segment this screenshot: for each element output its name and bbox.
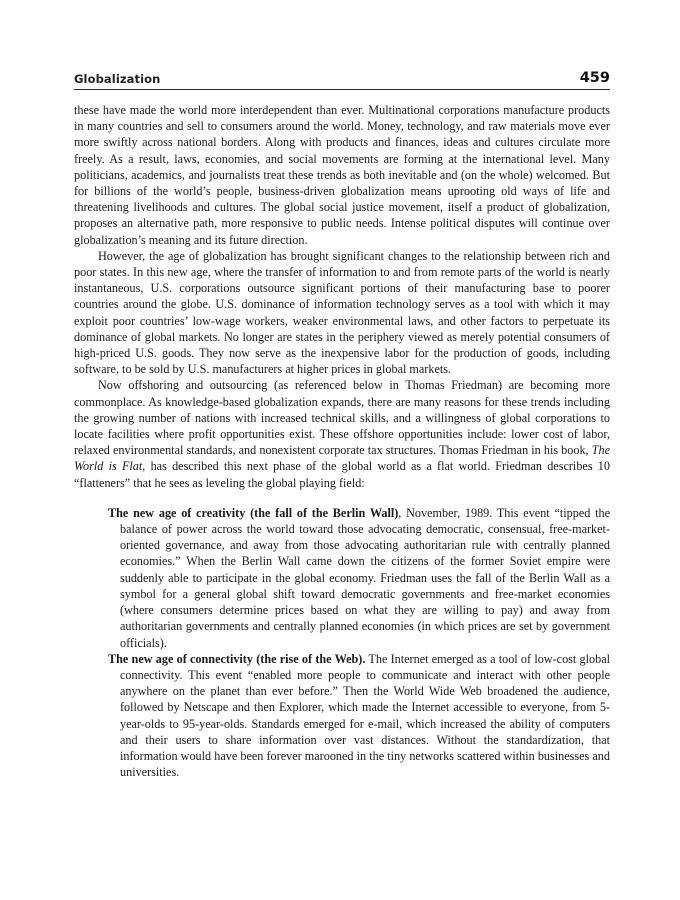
running-header bbox=[74, 70, 610, 90]
body-text bbox=[74, 102, 610, 491]
list-item-heading: The new age of creativity (the fall of the Berlin Wall) bbox=[108, 505, 399, 520]
paragraph-1: these have made the world more interdependent than ever. Multinational corporations manufacture products in many countries and sell to consumers around the world. Money, technology, and raw materials move ever more swiftly across national borders. Along with products and finances, ideas and cultures circulate more freely. As a result, laws, economies, and social movements are forming at the international level. Many politicians, academics, and journalists treat these trends as both inevitable and (on the whole) welcomed. But for billions of the world’s people, business-driven globalization means uprooting old ways of life and threatening livelihoods and cultures. The global social justice movement, itself a product of globalization, proposes an alternative path, more responsive to public needs. Intense political disputes will continue over globalization’s meaning and its future direction. bbox=[74, 103, 610, 247]
list-item-text: The Internet emerged as a tool of low-cost global connectivity. This event “enabled more people to communicate and interact with other people anywhere on the planet than ever before.” Then the World Wide Web broadened the audience, followed by Netscape and then Explorer, which made the Internet accessible to everyone, from 5-year-olds to 95-year-olds. Standards emerged for e-mail, which increased the ability of computers and their users to share information over vast distances. Without the standardization, that information would have been forever marooned in the tiny networks scattered within businesses and universities. bbox=[120, 651, 610, 780]
paragraph-2: However, the age of globalization has brought significant changes to the relationship between rich and poor states. In this new age, where the transfer of information to and from remote parts of the world is nearly instantaneous, U.S. corporations outsource significant portions of their manufacturing base to poorer countries around the globe. U.S. dominance of information technology serves as a tool with which it may exploit poor countries’ low-wage workers, weaker environmental laws, and other factors to perpetuate its dominance of global markets. No longer are states in the periphery viewed as merely potential consumers of high-priced U.S. goods. They now serve as the inexpensive labor for the production of goods, including software, to be sold by U.S. manufacturers at higher prices in global markets. bbox=[74, 248, 610, 377]
running-title: Globalization bbox=[74, 72, 161, 86]
paragraph-3-text-end: has described this next phase of the global world as a flat world. Friedman describes 10 “flatteners” that he sees as leveling the global playing field: bbox=[74, 459, 610, 490]
list-item bbox=[108, 505, 610, 651]
flatteners-list bbox=[74, 505, 610, 780]
list-item bbox=[108, 651, 610, 781]
book-page bbox=[74, 70, 610, 780]
book-title: The World is Flat, bbox=[74, 443, 610, 474]
paragraph-3 bbox=[74, 377, 610, 490]
list-item-text: , November, 1989. This event “tipped the balance of power across the world toward those advocating democratic, consensual, free-market-oriented governance, and away from those advocating authoritarian rule with centrally planned economies.” When the Berlin Wall came down the citizens of the former Soviet empire were suddenly able to participate in the global economy. Friedman uses the fall of the Berlin Wall as a symbol for a general global shift toward democratic governments and free-market economies (where consumers determine prices based on what they are willing to pay) and away from authoritarian governments and centrally planned economies (in which prices are set by government officials). bbox=[120, 505, 610, 650]
list-item-heading: The new age of connectivity (the rise of the Web). bbox=[108, 651, 366, 666]
paragraph-3-text-start: Now offshoring and outsourcing (as referenced below in Thomas Friedman) are becoming more commonplace. As knowledge-based globalization expands, there are many reasons for these trends including the growing number of nations with increased technical skills, and a willingness of global corporations to locate facilities where profit opportunities exist. These offshore opportunities include: lower cost of labor, relaxed environmental standards, and nonexistent corporate tax structures. Thomas Friedman in his book, bbox=[74, 378, 610, 458]
page-number: 459 bbox=[579, 70, 610, 86]
